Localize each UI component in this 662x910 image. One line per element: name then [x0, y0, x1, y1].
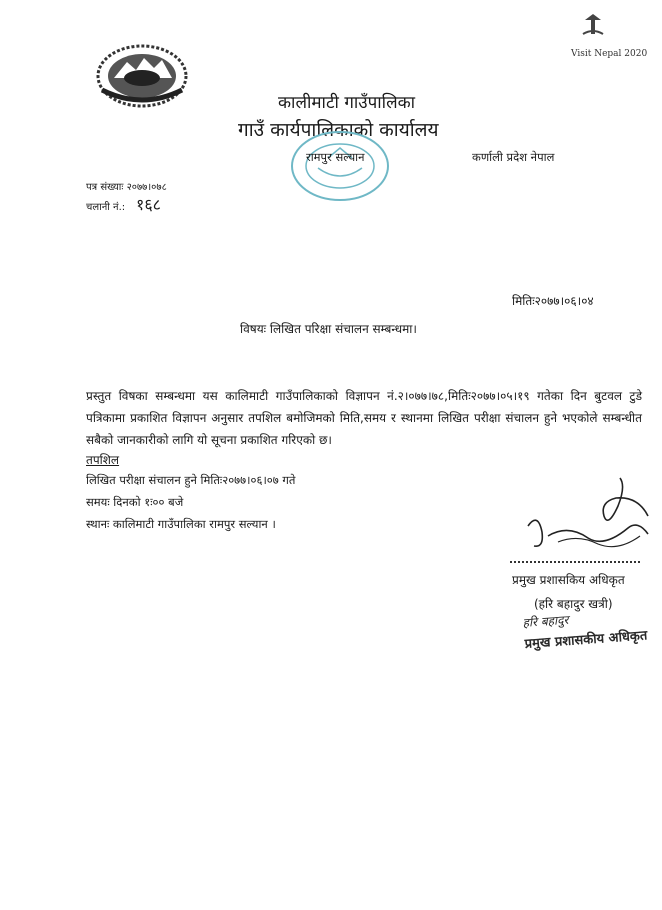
visit-logo-text: Visit Nepal 2020 — [571, 49, 648, 59]
letter-number: पत्र संख्याः २०७७।०७८ — [86, 182, 167, 193]
seal-title: प्रमुख प्रशासकीय अधिकृत — [524, 628, 648, 652]
exam-venue-line: स्थानः कालिमाटी गाउँपालिका रामपुर सल्यान । — [86, 517, 276, 531]
dispatch-number: १६८ — [136, 195, 161, 214]
office-name: कालीमाटी गाउँपालिका — [278, 93, 416, 113]
letter-body: प्रस्तुत विषका सम्बन्धमा यस कालिमाटी गाउँपालिकाको विज्ञापन नं.२।०७७।७८,मितिः२०७७।०५।१९ गतेका दिन बुटवल टुडे पत्रिकामा प्रकाशित विज्ञापन अनुसार तपशिल बमोजिमको मिति,समय र स्थानमा लिखित परीक्षा संचालन हुने भएकोले सम्बन्धीत सबैको जानकारीको लागि यो सूचना प्रकाशित गरिएको छ। — [86, 389, 642, 447]
nepal-emblem-icon — [92, 38, 192, 108]
office-stamp-icon — [288, 128, 392, 204]
dispatch-label: चलानी नं.: — [86, 202, 126, 213]
letter-date: मितिः२०७७।०६।०४ — [512, 294, 594, 308]
exam-time-line: समयः दिनको १ः०० बजे — [86, 495, 184, 509]
letter-subject: विषयः लिखित परिक्षा संचालन सम्बन्धमा। — [240, 322, 417, 336]
visit-nepal-logo-icon — [563, 10, 648, 70]
office-address: रामपुर सल्यान — [306, 150, 365, 164]
signatory-title: प्रमुख प्रशासकिय अधिकृत — [512, 573, 625, 587]
seal-name: हरि बहादुर — [522, 612, 569, 630]
exam-date-line: लिखित परीक्षा संचालन हुने मितिः२०७७।०६।०७ गते — [86, 473, 296, 487]
signatory-name: (हरि बहादुर खत्री) — [534, 597, 613, 611]
province-name: कर्णाली प्रदेश नेपाल — [472, 150, 555, 164]
details-title: तपशिल — [86, 453, 120, 467]
signature-line — [510, 561, 640, 563]
office-title: गाउँ कार्यपालिकाको कार्यालय — [238, 119, 439, 141]
